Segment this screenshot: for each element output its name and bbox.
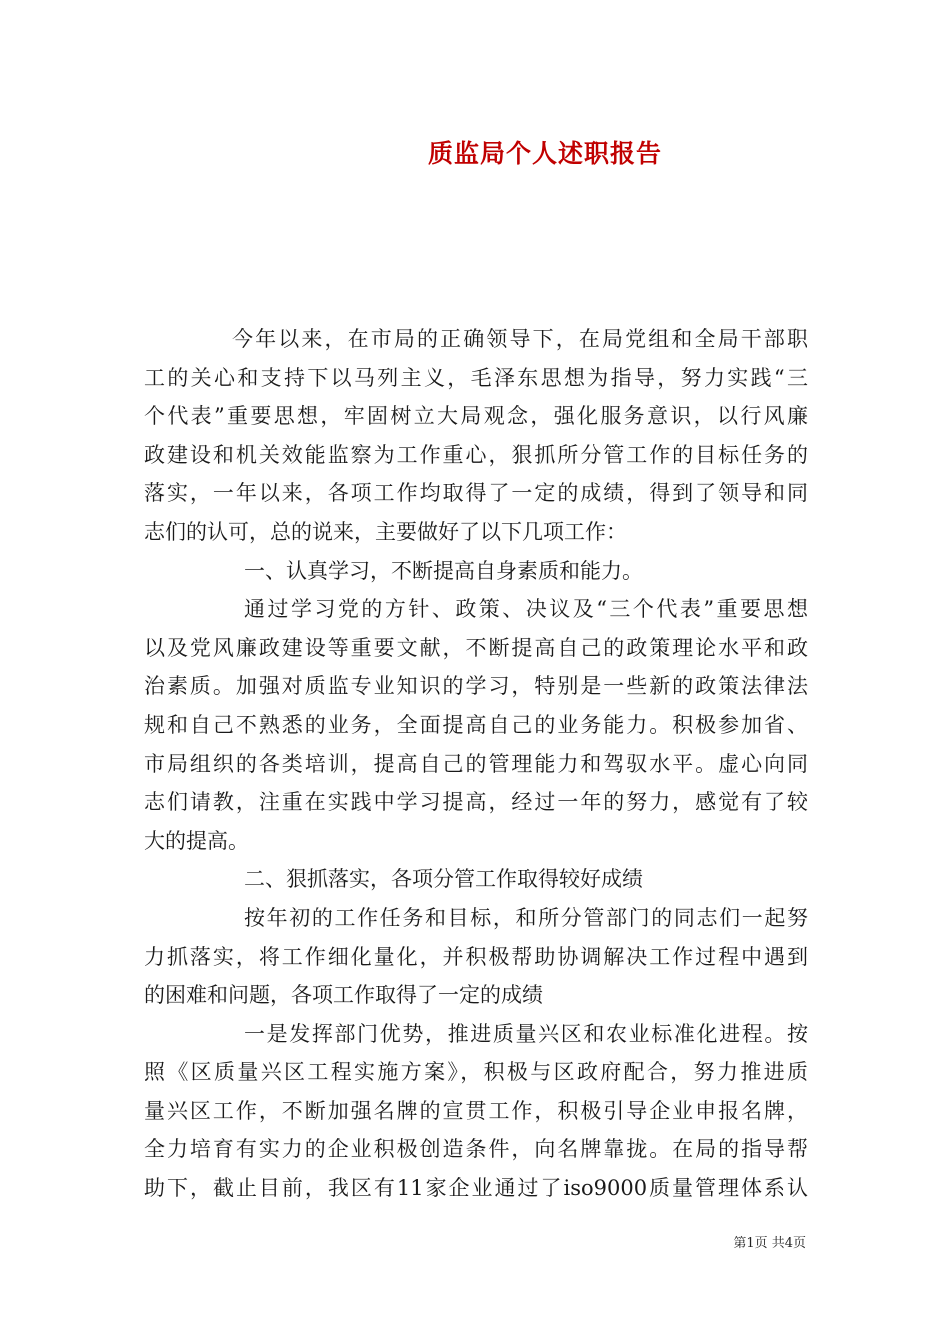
document-body [144,320,808,1208]
page-number-footer: 第1页 共4页 [733,1236,806,1251]
text-line: 通过学习党的方针、政策、决议及“三个代表”重要思想 [244,597,808,622]
text-line: 力抓落实，将工作细化量化，并积极帮助协调解决工作过程中遇到 [144,944,808,969]
text-line: 治素质。加强对质监专业知识的学习，特别是一些新的政策法律法 [144,674,808,699]
text-line: 一是发挥部门优势，推进质量兴区和农业标准化进程。按 [244,1021,808,1046]
section-heading: 一、认真学习，不断提高自身素质和能力。 [244,558,643,583]
text-line: 按年初的工作任务和目标，和所分管部门的同志们一起努 [244,905,808,930]
section-heading: 二、狠抓落实，各项分管工作取得较好成绩 [244,867,643,892]
text-line: 大的提高。 [144,828,249,853]
text-line: 今年以来，在市局的正确领导下，在局党组和全局干部职 [232,327,808,351]
text-line: 个代表”重要思想，牢固树立大局观念，强化服务意识，以行风廉 [144,404,808,429]
text-line: 助下，截止目前，我区有11家企业通过了iso9000质量管理体系认 [144,1176,808,1201]
text-line: 全力培育有实力的企业积极创造条件，向名牌靠拢。在局的指导帮 [144,1137,808,1162]
page-title: 质监局个人述职报告 [427,139,662,168]
text-line: 的困难和问题，各项工作取得了一定的成绩 [144,983,543,1008]
text-line: 照《区质量兴区工程实施方案》，积极与区政府配合，努力推进质 [144,1060,808,1085]
text-line: 政建设和机关效能监察为工作重心，狠抓所分管工作的目标任务的 [144,442,808,467]
text-line: 市局组织的各类培训，提高自己的管理能力和驾驭水平。虚心向同 [144,751,808,776]
text-line: 工的关心和支持下以马列主义，毛泽东思想为指导，努力实践“三 [144,365,808,390]
text-line: 志们的认可，总的说来，主要做好了以下几项工作： [144,519,627,544]
text-line: 落实，一年以来，各项工作均取得了一定的成绩，得到了领导和同 [144,481,808,506]
text-line: 量兴区工作，不断加强名牌的宣贯工作，积极引导企业申报名牌， [144,1098,808,1123]
text-line: 以及党风廉政建设等重要文献，不断提高自己的政策理论水平和政 [144,635,808,660]
text-line: 规和自己不熟悉的业务，全面提高自己的业务能力。积极参加省、 [144,712,808,737]
text-line: 志们请教，注重在实践中学习提高，经过一年的努力，感觉有了较 [144,790,808,815]
